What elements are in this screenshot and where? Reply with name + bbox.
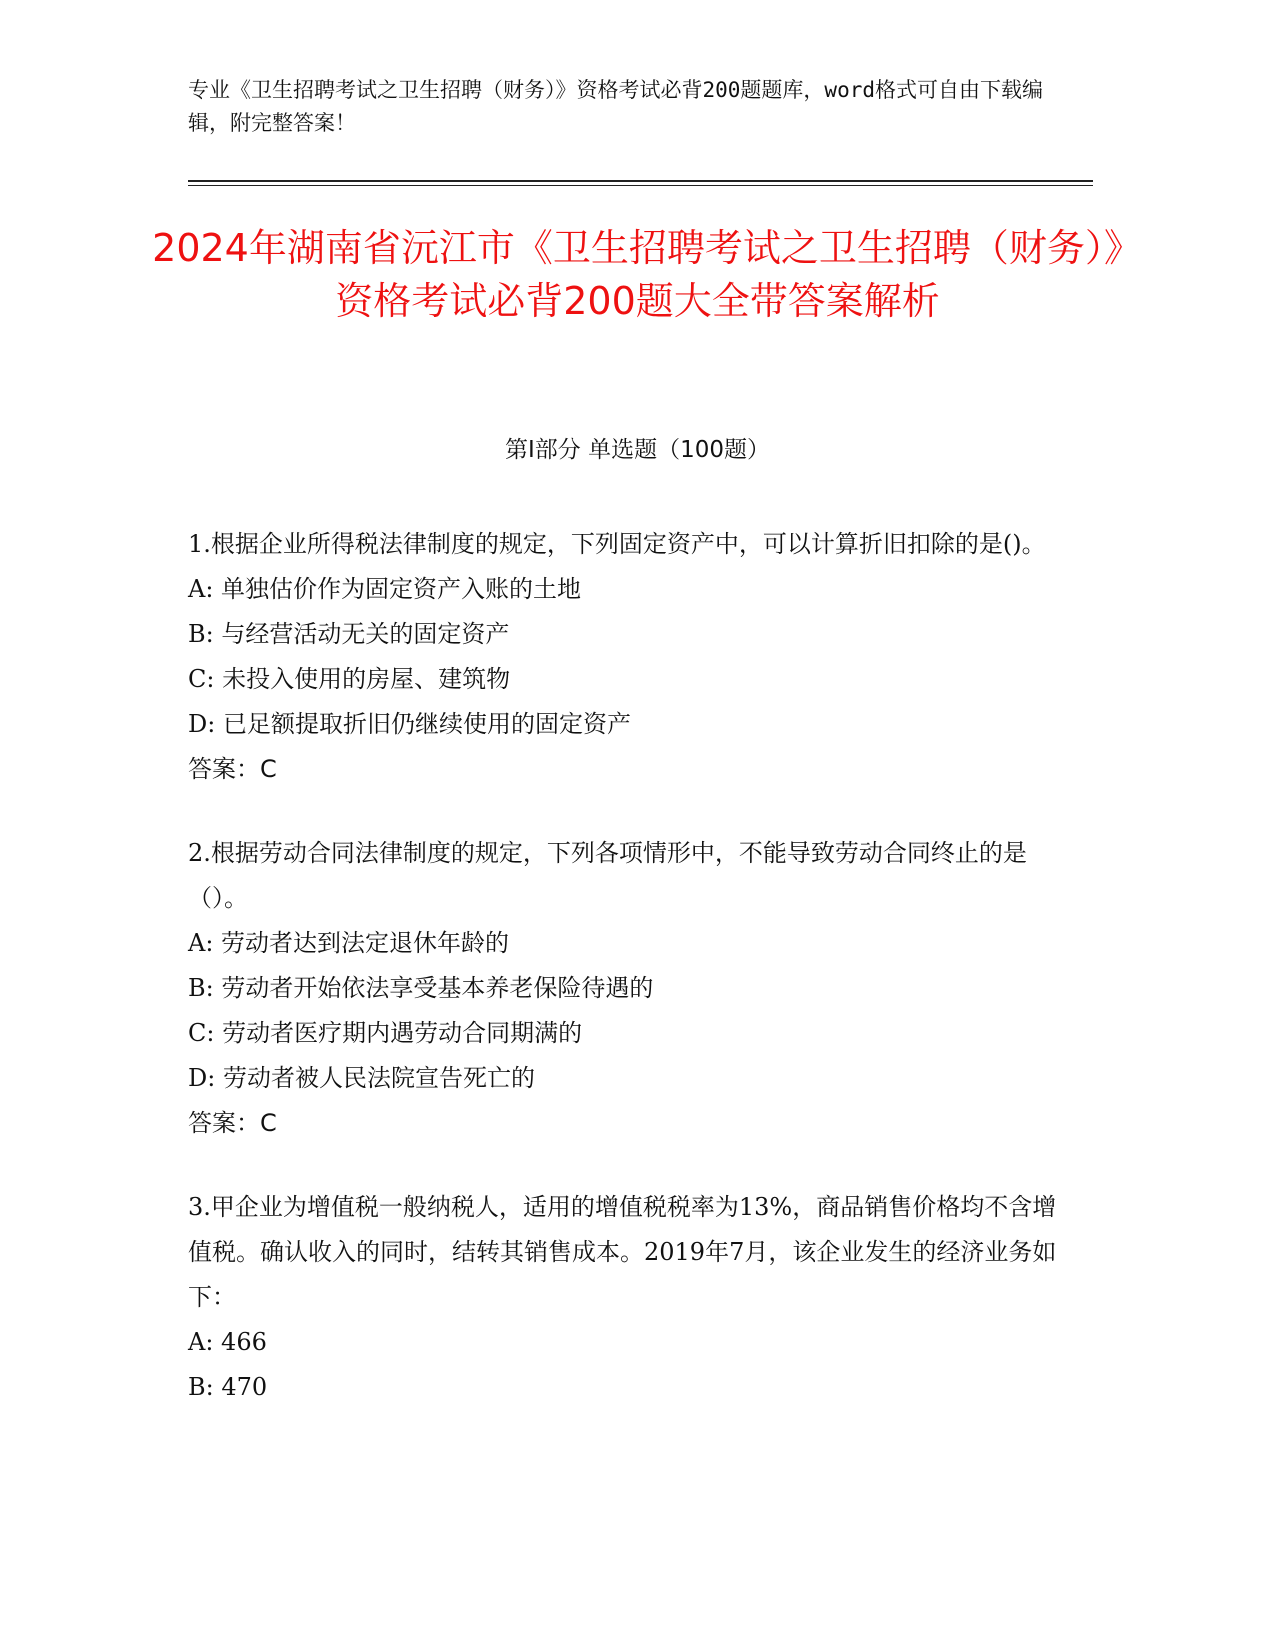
question-stem: 2.根据劳动合同法律制度的规定，下列各项情形中，不能导致劳动合同终止的是（）。 (188, 839, 1027, 912)
header-note: 专业《卫生招聘考试之卫生招聘（财务）》资格考试必背200题题库，word格式可自由下载编辑，附完整答案！ (188, 78, 1043, 135)
option-c: C: 未投入使用的房屋、建筑物 (188, 665, 511, 693)
header-divider-thick (188, 180, 1093, 182)
answer-line: 答案：C (188, 755, 277, 783)
option-d: D: 劳动者被人民法院宣告死亡的 (188, 1064, 535, 1092)
answer-line: 答案：C (188, 1109, 277, 1137)
section-heading: 第I部分 单选题（100题） (505, 437, 770, 463)
option-b: B: 与经营活动无关的固定资产 (188, 620, 510, 648)
header-divider-thin (188, 185, 1093, 186)
option-a: A: 466 (188, 1328, 267, 1356)
question-stem: 3.甲企业为增值税一般纳税人，适用的增值税税率为13%，商品销售价格均不含增值税。确认收入的同时，结转其销售成本。2019年7月，该企业发生的经济业务如下： (188, 1193, 1057, 1311)
question-list (188, 522, 1078, 1449)
question-item (188, 1185, 1078, 1410)
option-a: A: 劳动者达到法定退休年龄的 (188, 929, 510, 957)
option-b: B: 470 (188, 1373, 268, 1401)
option-b: B: 劳动者开始依法享受基本养老保险待遇的 (188, 974, 654, 1002)
question-item (188, 522, 1078, 792)
option-a: A: 单独估价作为固定资产入账的土地 (188, 575, 582, 603)
document-title: 2024年湖南省沅江市《卫生招聘考试之卫生招聘（财务）》资格考试必背200题大全带答案解析 (152, 226, 1123, 323)
question-stem: 1.根据企业所得税法律制度的规定，下列固定资产中，可以计算折旧扣除的是()。 (188, 530, 1046, 558)
question-item (188, 831, 1078, 1146)
option-d: D: 已足额提取折旧仍继续使用的固定资产 (188, 710, 631, 738)
option-c: C: 劳动者医疗期内遇劳动合同期满的 (188, 1019, 583, 1047)
